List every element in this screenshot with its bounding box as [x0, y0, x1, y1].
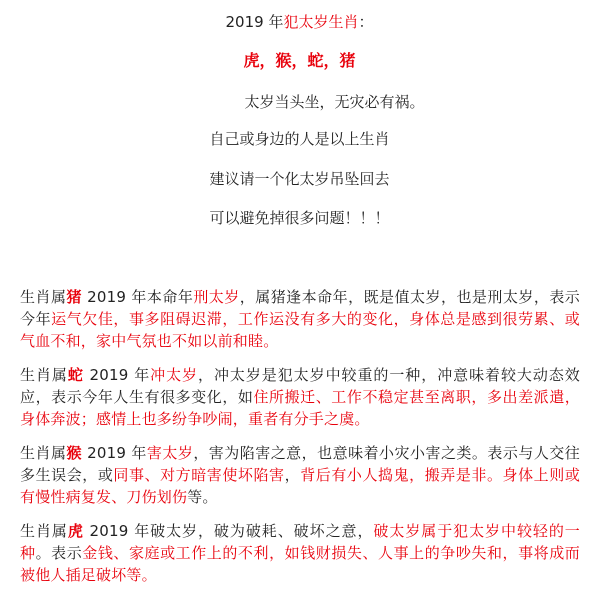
animal-name: 蛇: [67, 366, 84, 384]
advice-line-2: 建议请一个化太岁吊坠回去: [209, 170, 390, 188]
section-monkey: [20, 442, 580, 508]
heading-colon: ：: [358, 13, 374, 31]
prefix-text: 生肖属: [20, 444, 67, 462]
section-tiger: [20, 520, 580, 586]
body-text: ，冲太岁是犯太岁中较重的一种，冲意味着较大动态效应，表示今年人生有很多变化，如: [20, 366, 580, 406]
prefix-text: 生肖属: [20, 288, 67, 306]
taisui-tag: 刑太岁: [193, 288, 240, 306]
section-snake: [20, 364, 580, 430]
year-text: 2019 年: [81, 444, 147, 462]
animal-name: 猴: [66, 444, 82, 462]
heading-highlight: 犯太岁生肖: [283, 13, 359, 31]
year-text: 2019 年破太岁，破为破耗、破坏之意，: [83, 522, 374, 540]
highlight-text: 同事、对方暗害使坏陷害: [113, 466, 285, 484]
highlight-text: 破太岁属于犯太岁中较轻的一种: [20, 522, 580, 562]
body-text: ，: [284, 466, 301, 484]
animal-name: 猪: [66, 288, 82, 306]
highlight-text: 金钱、家庭或工作上的不利，如钱财损失、人事上的争吵失和，事将成而被他人插足破坏等。: [20, 544, 581, 584]
prefix-text: 生肖属: [20, 522, 68, 540]
body-text: ，害为陷害之意，也意味着小灾小害之类。表示与人交往多生误会，或: [20, 444, 580, 484]
highlight-text: 住所搬迁、工作不稳定甚至离职，多出差派遣，身体奔波；感情上也多纷争吵闹，重者有分手之虞。: [20, 388, 580, 428]
intro-heading: [0, 12, 599, 32]
animal-name: 虎: [67, 522, 84, 540]
year-text: 2019 年本命年: [81, 288, 194, 306]
body-text: 。表示: [35, 544, 83, 562]
body-text: 等。: [187, 488, 218, 506]
taisui-tag: 害太岁: [146, 444, 194, 462]
animals-list: 虎，猴，蛇，猪: [243, 51, 356, 70]
taisui-tag: 冲太岁: [150, 366, 198, 384]
body-text: ，属猪逢本命年，既是值太岁，也是刑太岁，表示今年: [20, 288, 580, 328]
highlight-text: 背后有小人捣鬼，搬弄是非。身体上则或有慢性病复发、刀伤划伤: [20, 466, 581, 506]
proverb-line: 太岁当头坐，无灾必有祸。: [244, 93, 425, 111]
year-text: 2019 年: [83, 366, 151, 384]
heading-year: 2019 年: [225, 13, 284, 31]
advice-line-3: 可以避免掉很多问题！！！: [209, 209, 390, 227]
prefix-text: 生肖属: [20, 366, 68, 384]
highlight-text: 运气欠佳，事多阻碍迟滞，工作运没有多大的变化，身体总是感到很劳累、或气血不和，家中气氛也不如以前和睦。: [20, 310, 580, 350]
section-pig: [20, 286, 580, 352]
advice-line-1: 自己或身边的人是以上生肖: [209, 130, 390, 148]
